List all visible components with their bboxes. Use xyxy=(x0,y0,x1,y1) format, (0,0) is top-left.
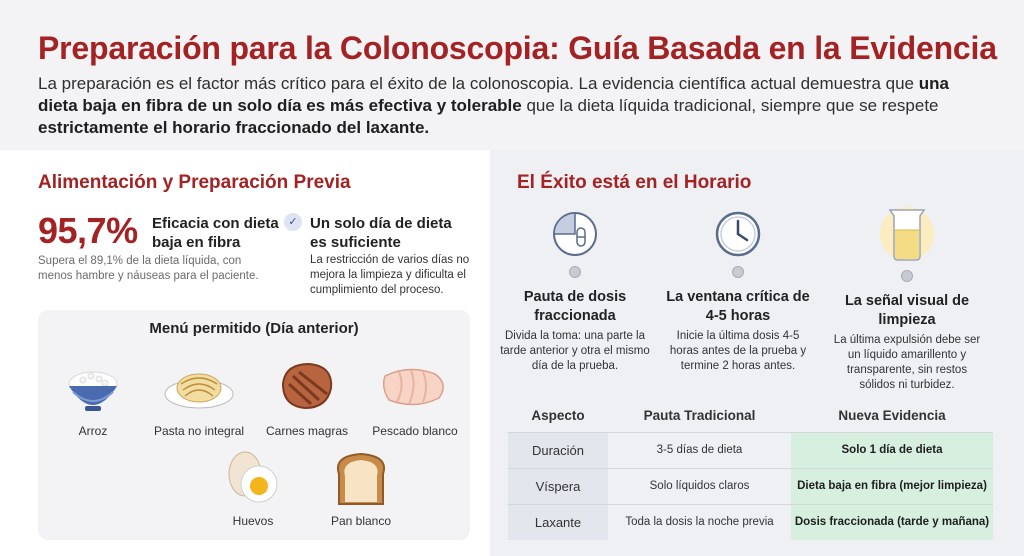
bread-icon xyxy=(329,448,393,508)
cell-new-evidence: Solo 1 día de dieta xyxy=(791,432,993,468)
split-dose-icon xyxy=(551,210,599,258)
timeline-dot xyxy=(901,270,913,282)
allowed-menu-card xyxy=(38,310,470,540)
egg-icon xyxy=(221,448,285,508)
intro-bold-2: estrictamente el horario fraccionado del laxante. xyxy=(38,118,430,137)
comparison-table xyxy=(508,400,993,540)
step-text: La última expulsión debe ser un líquido amarillento y transparente, sin restos sólidos ni turbidez. xyxy=(833,334,981,391)
left-section-title: Alimentación y Preparación Previa xyxy=(38,172,351,193)
check-icon: ✓ xyxy=(284,213,302,231)
cell-new-evidence: Dieta baja en fibra (mejor limpieza) xyxy=(791,468,993,504)
food-item-fish xyxy=(360,354,470,438)
food-item-rice xyxy=(38,354,148,438)
page-title: Preparación para la Colonoscopia: Guía Basada en la Evidencia xyxy=(38,30,997,66)
col-header-aspect: Aspecto xyxy=(531,408,585,424)
efficacy-subtext: Supera el 89,1% de la dieta líquida, con menos hambre y náuseas para el paciente. xyxy=(38,255,259,282)
step-visual-signal xyxy=(832,204,982,393)
cell-aspect: Duración xyxy=(508,432,608,468)
food-item-pasta xyxy=(144,354,254,438)
cell-traditional: 3-5 días de dieta xyxy=(608,432,791,468)
pasta-plate-icon xyxy=(163,354,235,418)
cell-aspect: Víspera xyxy=(508,468,608,504)
food-label: Pasta no integral xyxy=(153,424,245,438)
timeline-dot xyxy=(569,266,581,278)
table-row xyxy=(508,504,993,540)
food-label: Pescado blanco xyxy=(372,424,458,438)
step-title: Pauta de dosis fraccionada xyxy=(523,289,627,324)
step-text: Inicie la última dosis 4-5 horas antes de la prueba y termine 2 horas antes. xyxy=(669,330,807,372)
steak-icon xyxy=(275,354,339,418)
one-day-text: La restricción de varios días no mejora la limpieza y dificulta el cumplimiento del proceso. xyxy=(310,254,470,296)
step-split-dose xyxy=(500,210,650,374)
col-header-new-evidence: Nueva Evidencia xyxy=(838,408,946,424)
food-label: Arroz xyxy=(78,424,108,438)
one-day-title: Un solo día de dieta es suficiente xyxy=(310,215,452,251)
cell-new-evidence: Dosis fraccionada (tarde y mañana) xyxy=(791,504,993,540)
intro-bold-1: una dieta baja en fibra de un solo día es más efectiva y tolerable xyxy=(38,74,949,115)
col-header-traditional: Pauta Tradicional xyxy=(643,408,756,424)
food-item-eggs xyxy=(198,448,308,528)
step-text: Divida la toma: una parte la tarde anterior y otra el mismo día de la prueba. xyxy=(500,330,650,372)
table-row xyxy=(508,468,993,504)
table-header-row xyxy=(508,400,993,432)
table-row xyxy=(508,432,993,468)
step-title: La señal visual de limpieza xyxy=(844,293,970,328)
timeline-dot xyxy=(732,266,744,278)
clock-icon xyxy=(714,210,762,258)
cell-traditional: Toda la dosis la noche previa xyxy=(608,504,791,540)
step-critical-window xyxy=(663,210,813,374)
intro-text-2: que la dieta líquida tradicional, siempre que se respete xyxy=(521,96,939,115)
food-label: Pan blanco xyxy=(330,514,392,528)
food-item-bread xyxy=(306,448,416,528)
fish-fillet-icon xyxy=(379,354,451,418)
intro-paragraph xyxy=(38,73,988,139)
food-item-meat xyxy=(252,354,362,438)
menu-title: Menú permitido (Día anterior) xyxy=(149,320,359,337)
efficacy-label: Eficacia con dieta baja en fibra xyxy=(152,215,279,251)
cell-traditional: Solo líquidos claros xyxy=(608,468,791,504)
rice-bowl-icon xyxy=(61,354,125,418)
food-label: Huevos xyxy=(232,514,274,528)
step-title: La ventana crítica de 4-5 horas xyxy=(666,289,810,324)
beaker-icon xyxy=(872,204,942,262)
food-label: Carnes magras xyxy=(265,424,349,438)
intro-text-1: La preparación es el factor más crítico para el éxito de la colonoscopia. La evidencia científica actual demuestra que xyxy=(38,74,919,93)
cell-aspect: Laxante xyxy=(508,504,608,540)
efficacy-stat: 95,7% xyxy=(38,210,138,251)
right-section-title: El Éxito está en el Horario xyxy=(517,172,752,193)
